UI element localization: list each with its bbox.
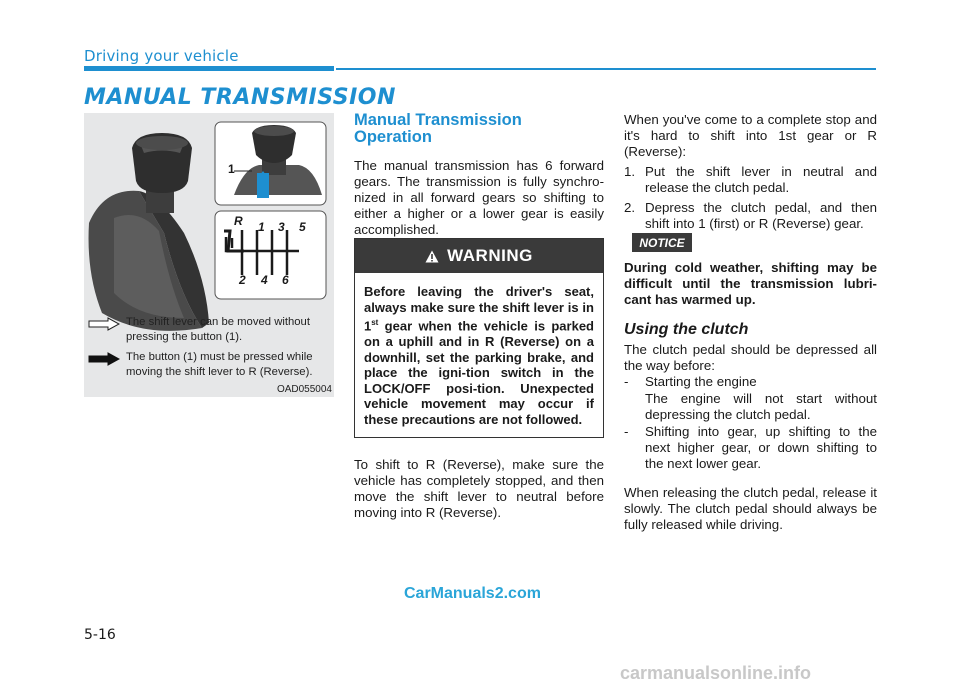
clutch-item-1-detail: The engine will not start without depressing the clutch pedal.: [645, 391, 877, 422]
operation-intro: The manual transmission has 6 forward gears. The transmission is fully synchro-nized in all forward gears so shifting to either a higher or a lower gear is easily accomplished.: [354, 158, 604, 237]
reverse-paragraph-wrap: [354, 457, 604, 521]
gear-label-3: 3: [278, 220, 285, 234]
step-1-number: 1.: [624, 164, 636, 179]
gear-label-6: 6: [282, 273, 289, 287]
step-1-text: Put the shift lever in neutral and release the clutch pedal.: [645, 164, 877, 195]
header-rule-thick: [84, 66, 334, 71]
gear-label-4: 4: [261, 273, 268, 287]
clutch-intro: The clutch pedal should be depressed all the way before:: [624, 342, 877, 373]
warning-text-part2: gear when the vehicle is parked on a uphill and in R (Reverse) on a downhill, set the parking brake, and place the igni-tion switch in the LOCK/OFF posi-tion. Unexpected vehicle movement may occur if these precautions are not followed.: [364, 318, 594, 428]
page-number: 5-16: [84, 627, 116, 643]
complete-stop-intro: When you've come to a complete stop and it's hard to shift into 1st gear or R (Reverse):: [624, 112, 877, 159]
clutch-item-1-title: Starting the engine: [645, 374, 757, 389]
gear-label-r: R: [234, 214, 243, 228]
gear-label-1: 1: [258, 220, 265, 234]
clutch-item-2: [624, 424, 877, 472]
warning-header: [355, 239, 603, 273]
notice-badge: NOTICE: [632, 233, 692, 252]
callout-number: 1: [228, 162, 235, 176]
clutch-heading: Using the clutch: [624, 321, 749, 338]
caption-text-1: The shift lever can be moved without pressing the button (1).: [126, 316, 310, 343]
footer-watermark: carmanualsonline.info: [620, 663, 812, 683]
step-2: [624, 200, 877, 232]
notice-text: During cold weather, shifting may be difficult until the transmission lubri-cant has warmed up.: [624, 260, 877, 307]
chapter-title: Driving your vehicle: [84, 47, 239, 65]
caption-text-2: The button (1) must be pressed while moving the shift lever to R (Reverse).: [126, 351, 313, 378]
warning-label: WARNING: [447, 246, 533, 265]
figure-code: OAD055004: [276, 384, 332, 395]
warning-text: [355, 273, 603, 428]
header-rule-thin: [336, 68, 876, 70]
column-3-lower: [624, 260, 877, 533]
step-1: [624, 164, 877, 196]
watermark-link[interactable]: CarManuals2.com: [404, 585, 541, 602]
warning-superscript: st: [371, 318, 379, 328]
shift-lever-figure: [84, 113, 334, 397]
gear-label-2: 2: [239, 273, 246, 287]
clutch-item-1-dash: -: [624, 374, 629, 389]
release-paragraph: When releasing the clutch pedal, release it slowly. The clutch pedal should always be fully released while driving.: [624, 485, 877, 532]
outline-arrow-icon: [88, 317, 120, 331]
clutch-item-1: [624, 374, 877, 423]
filled-arrow-icon: [88, 352, 120, 366]
gear-label-5: 5: [299, 220, 306, 234]
warning-box: [354, 238, 604, 438]
column-3: [624, 112, 877, 232]
section-title: MANUAL TRANSMISSION: [84, 85, 396, 110]
clutch-item-2-title: Shifting into gear, up shifting to the next higher gear, or down shifting to the next lower gear.: [645, 424, 877, 471]
column-2: [354, 112, 604, 238]
step-2-number: 2.: [624, 200, 636, 215]
clutch-item-2-dash: -: [624, 424, 629, 439]
warning-text-part1: Before leaving the driver's seat, always make sure the shift lever is in 1: [364, 284, 594, 334]
warning-triangle-icon: [425, 250, 439, 263]
reverse-paragraph: To shift to R (Reverse), make sure the vehicle has completely stopped, and then move the shift lever to neutral before moving into R (Reverse).: [354, 457, 604, 520]
operation-heading: Manual Transmission Operation: [354, 111, 522, 146]
step-2-text: Depress the clutch pedal, and then shift into 1 (first) or R (Reverse) gear.: [645, 200, 877, 231]
